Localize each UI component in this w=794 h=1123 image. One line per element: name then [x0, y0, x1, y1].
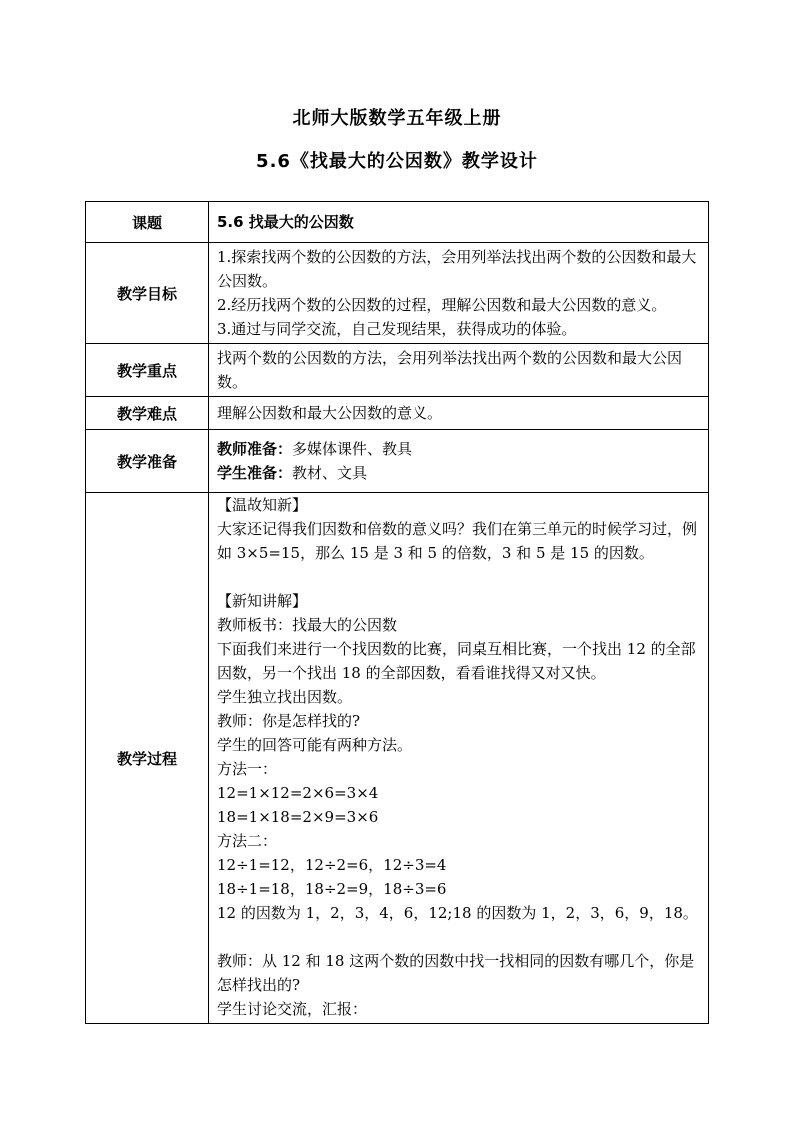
board-text: 教师板书：找最大的公因数	[217, 616, 398, 634]
method-two-line: 12÷1=12，12÷2=6，12÷3=4	[217, 856, 447, 874]
teacher-question: 教师：你是怎样找的?	[217, 712, 361, 730]
factors-text: 12 的因数为 1，2，3，4，6，12;18 的因数为 1，2，3，6，9，18。	[217, 904, 698, 922]
method-one-line: 18=1×18=2×9=3×6	[217, 808, 379, 826]
discussion-text: 学生讨论交流，汇报：	[217, 1000, 368, 1018]
method-one-label: 方法一：	[217, 760, 278, 778]
lesson-plan-table	[85, 201, 709, 1024]
preparation-content	[209, 430, 709, 493]
goal-item: 2.经历找两个数的公因数的过程，理解公因数和最大公因数的意义。	[217, 296, 667, 314]
goal-item: 1.探索找两个数的公因数的方法，会用列举法找出两个数的公因数和最大公因数。	[217, 248, 697, 290]
row-key-points	[86, 344, 709, 397]
method-two-label: 方法二：	[217, 832, 278, 850]
key-points-text: 找两个数的公因数的方法，会用列举法找出两个数的公因数和最大公因数。	[209, 344, 709, 397]
row-preparation	[86, 430, 709, 493]
topic-value: 5.6 找最大的公因数	[209, 202, 709, 243]
two-ways-text: 学生的回答可能有两种方法。	[217, 736, 413, 754]
method-one-line: 12=1×12=2×6=3×4	[217, 784, 379, 802]
key-points-label: 教学重点	[86, 344, 209, 397]
preparation-label: 教学准备	[86, 430, 209, 493]
row-goals	[86, 243, 709, 344]
review-text: 大家还记得我们因数和倍数的意义吗？我们在第三单元的时候学习过，例如 3×5=15，那么 15 是 3 和 5 的倍数，3 和 5 是 15 的因数。	[217, 520, 698, 562]
new-heading: 【新知讲解】	[217, 592, 308, 610]
row-process	[86, 493, 709, 1024]
method-two-line: 18÷1=18，18÷2=9，18÷3=6	[217, 880, 447, 898]
row-topic	[86, 202, 709, 243]
review-heading: 【温故知新】	[217, 496, 308, 514]
independent-text: 学生独立找出因数。	[217, 688, 353, 706]
game-text: 下面我们来进行一个找因数的比赛，同桌互相比赛，一个找出 12 的全部因数，另一个找出 18 的全部因数，看看谁找得又对又快。	[217, 640, 696, 682]
difficulties-text: 理解公因数和最大公因数的意义。	[209, 397, 709, 430]
goals-label: 教学目标	[86, 243, 209, 344]
document-title: 北师大版数学五年级上册	[292, 108, 502, 129]
process-content	[209, 493, 709, 1024]
goals-content	[209, 243, 709, 344]
goal-item: 3.通过与同学交流，自己发现结果，获得成功的体验。	[217, 320, 577, 338]
teacher-preparation: 教师准备：多媒体课件、教具	[217, 440, 413, 458]
topic-label: 课题	[86, 202, 209, 243]
student-preparation: 学生准备：教材、文具	[217, 464, 368, 482]
row-difficulties	[86, 397, 709, 430]
teacher-question-2: 教师：从 12 和 18 这两个数的因数中找一找相同的因数有哪几个，你是怎样找出的?	[217, 952, 695, 994]
document-subtitle: 5.6《找最大的公因数》教学设计	[256, 151, 538, 172]
process-label: 教学过程	[86, 493, 209, 1024]
difficulties-label: 教学难点	[86, 397, 209, 430]
